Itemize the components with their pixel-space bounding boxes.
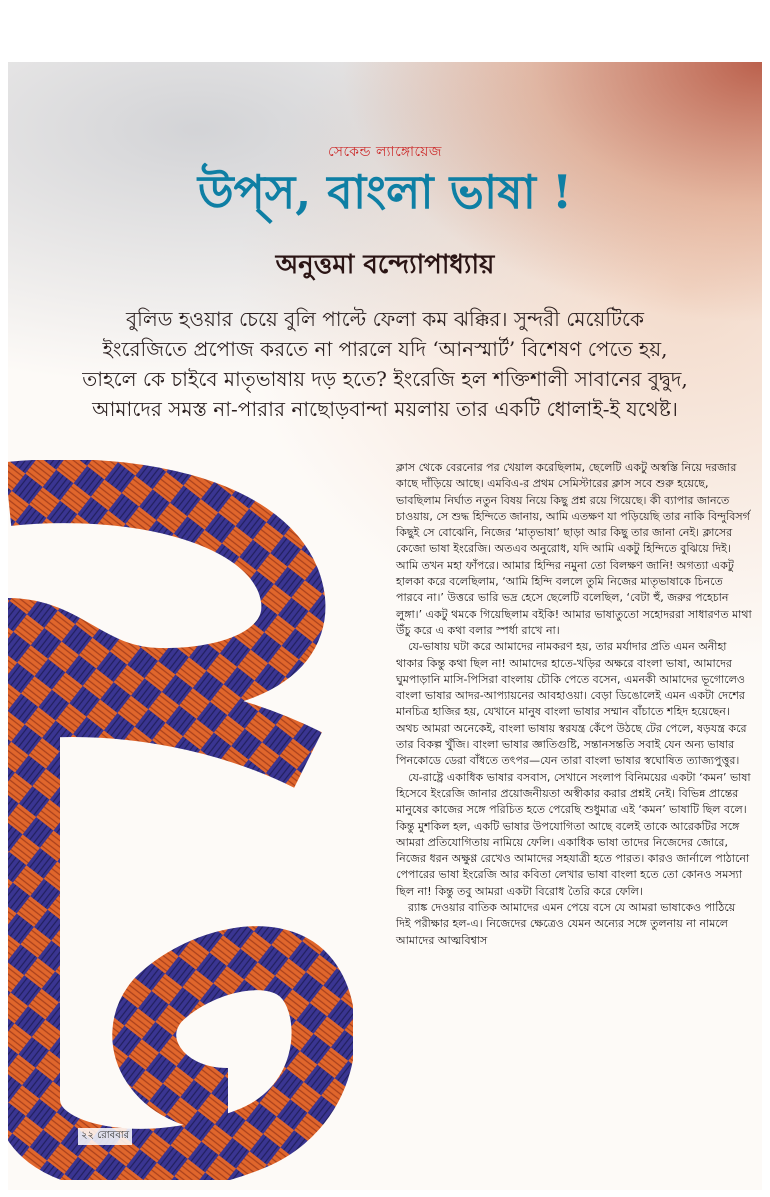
intro-line: তাহলে কে চাইবে মাতৃভাষায় দড় হতে? ইংরেজি হল শক্তিশালী সাবানের বুদ্বুদ,: [82, 367, 688, 391]
body-paragraph: র‌্যাঙ্ক দেওয়ার বাতিক আমাদের এমন পেয়ে বসে যে আমরা ভাষাকেও পাঠিয়ে দিই পরীক্ষার হল-এ। নিজেদের ক্ষেত্রেও যেমন অন্যের সঙ্গে তুলনায় না নামলে আমাদের আত্মবিশ্বাস: [396, 901, 736, 947]
body-paragraph: ক্লাস থেকে বেরনোর পর খেয়াল করেছিলাম, ছেলেটি একটু অস্বস্তি নিয়ে দরজার কাছে দাঁড়িয়ে আছে। এমবিএ-র প্রথম সেমিস্টারের ক্লাস সবে শুরু হয়েছে, ভাবছিলাম নির্ঘাত নতুন বিষয় নিয়ে কিছু প্রশ্ন রয়ে গিয়েছে। কী ব্যাপার জানতে চাওয়ায়, সে শুদ্ধ হিন্দিতে জানায়, আমি এতক্ষণ যা পড়িয়েছি তার নাকি বিন্দুবিসর্গ কিছুই সে বোঝেনি, নিজের ‘মাতৃভাষা’ ছাড়া আর কিছু তার জানা নেই। ক্লাসের কেজো ভাষা ইংরেজি। অতএব অনুরোধ, যদি আমি একটু হিন্দিতে বুঝিয়ে দিই। আমি তখন মহা ফাঁপরে। আমার হিন্দির নমুনা তো বিলক্ষণ জানি! অগত্যা একটু হালকা করে বলেছিলাম, ‘আমি হিন্দি বললে তুমি নিজের মাতৃভাষাকে চিনতে পারবে না।’ উত্তরে ভারি ভদ্র হেসে ছেলেটি বলেছিল, ‘বেটা হুঁ, জরুর পহেচান লুঙ্গা।’ একটু থমকে গিয়েছিলাম বইকি! আমার ভাষাতুতো সহোদররা সাধারণত মাথা উঁচু করে এ কথা বলার স্পর্ধা রাখে না।: [396, 461, 752, 637]
article-byline: অনুত্তমা বন্দ্যোপাধ্যায়: [275, 250, 495, 280]
article-headline: উপ্‌স, বাংলা ভাষা !: [197, 165, 573, 219]
section-kicker: সেকেন্ড ল্যাঙ্গোয়েজ: [328, 144, 442, 160]
magazine-page: [8, 62, 762, 1190]
article-intro: [52, 304, 718, 424]
page-folio: ২২ রোববার: [78, 1128, 132, 1145]
body-paragraph: যে-ভাষায় ঘটা করে আমাদের নামকরণ হয়, তার মর্যাদার প্রতি এমন অনীহা থাকার কিন্তু কথা ছিল না! আমাদের হাতে-খড়ির অক্ষরে বাংলা ভাষা, আমাদের ঘুমপাড়ানি মাসি-পিসিরা বাংলায় চৌকি পেতে বসেন, এমনকী আমাদের ভূগোলেও বাংলা ভাষার আদর-আপ্যায়নের আবহাওয়া। বেড়া ডিঙোলেই এমন একটা দেশের মানচিত্র হাজির হয়, যেখানে মানুষ বাংলা ভাষার সম্মান বাঁচাতে শহিদ হয়েছেন। অথচ আমরা অনেকেই, বাংলা ভাষায় স্বরযন্ত্র কেঁপে উঠছে টের পেলে, ষড়যন্ত্র করে তার বিকল্প খুঁজি। বাংলা ভাষার জ্ঞাতিগুষ্টি, সন্তানসন্ততি সবাই যেন অন্য ভাষার পিনকোডে ডেরা বাঁধতে তৎপর—যেন তারা বাংলা ভাষার স্বঘোষিত ত্যাজ্যপুত্তুর।: [396, 640, 747, 768]
intro-line: বুলিড হওয়ার চেয়ে বুলি পাল্টে ফেলা কম ঝক্কির। সুন্দরী মেয়েটিকে: [126, 307, 644, 331]
drop-letter-glyph: উ: [18, 490, 19, 491]
intro-line: আমাদের সমস্ত না-পারার নাছোড়বান্দা ময়লায় তার একটি ধোলাই-ই যথেষ্ট।: [92, 397, 678, 421]
intro-line: ইংরেজিতে প্রপোজ করতে না পারলে যদি ‘আনস্মার্ট’ বিশেষণ পেতে হয়,: [102, 337, 668, 361]
article-body: [396, 460, 752, 949]
drop-letter-illustration: [8, 460, 353, 1180]
body-paragraph: যে-রাষ্ট্রে একাধিক ভাষার বসবাস, সেখানে সংলাপ বিনিময়ের একটা ‘কমন’ ভাষা হিসেবে ইংরেজি জানার প্রয়োজনীয়তা অস্বীকার করার প্রশ্নই নেই। বিভিন্ন প্রান্তের মানুষের কাজের সঙ্গে পরিচিত হতে পেরেছি শুধুমাত্র এই ‘কমন’ ভাষাটি ছিল বলে। কিন্তু মুশকিল হল, একটি ভাষার উপযোগিতা আছে বলেই তাকে আরেকটির সঙ্গে আমরা প্রতিযোগিতায় নামিয়ে ফেলি। একাধিক ভাষা তাদের নিজেদের জোরে, নিজের ধরন অক্ষুণ্ণ রেখেও আমাদের সহযাত্রী হতে পারত। কারও জার্নালে পাঠানো পেপারের ভাষা ইংরেজি আর কবিতা লেখার ভাষা বাংলা হতে তো কোনও সমস্যা ছিল না! কিন্তু তবু আমরা একটা বিরোধ তৈরি করে ফেলি।: [396, 770, 751, 898]
